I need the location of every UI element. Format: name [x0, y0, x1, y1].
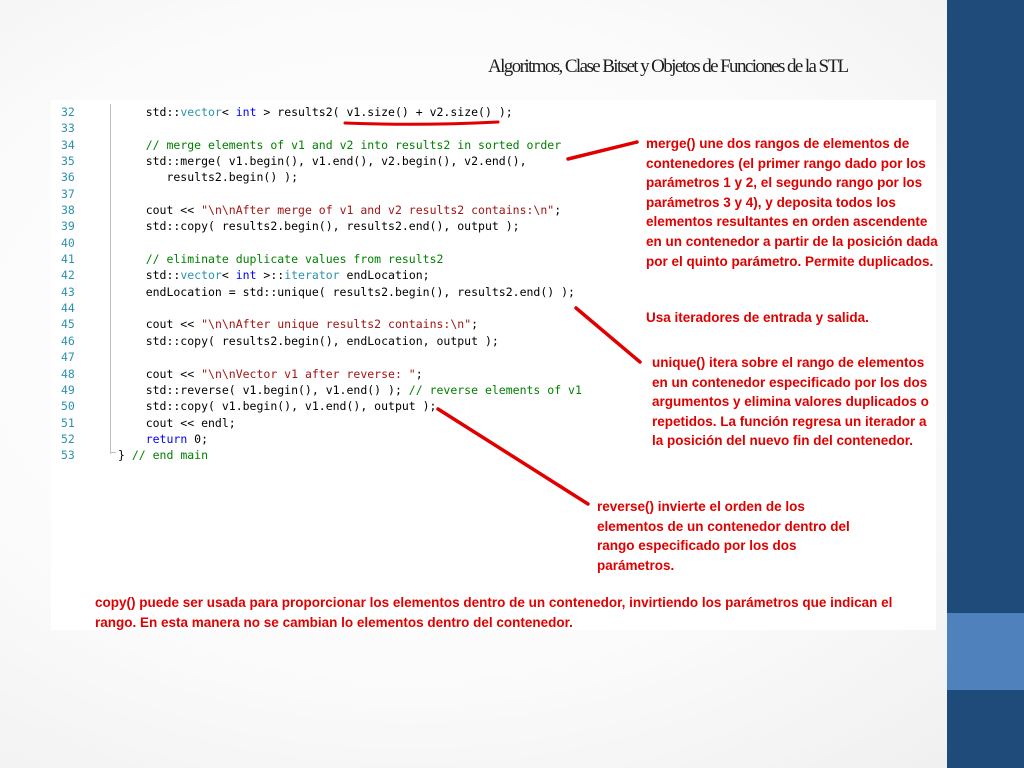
line-number: 37	[61, 186, 75, 201]
merge-pointer-line	[568, 142, 637, 159]
copy-note: copy() puede ser usada para proporcionar los elementos dentro de un contenedor, invirtiendo los parámetros que indican el rango. En esta manera no se cambian lo elementos dentro del contenedor.	[95, 595, 893, 630]
slide-title: Algoritmos, Clase Bitset y Objetos de Funciones de la STL	[488, 56, 848, 77]
unique-note: unique() itera sobre el rango de elementos en un contenedor especificado por los dos argumentos y elimina valores duplicados o repetidos. La función regresa un iterador a la posición del nuevo fin del contenedor.	[652, 355, 929, 449]
code-line: cout << endl;	[118, 415, 236, 430]
line-number: 52	[61, 431, 75, 446]
line-number: 39	[61, 219, 75, 234]
line-number: 45	[61, 317, 75, 332]
merge-note: merge() une dos rangos de elementos de contenedores (el primer rango dado por los parámetros 1 y 2, el segundo rango por los parámetros 3 y 4), y deposita todos los elementos resultantes en orden ascendente en un contenedor a partir de la posición dada por el quinto parámetro. Permite duplicados.	[646, 136, 938, 269]
line-number: 40	[61, 235, 75, 250]
code-line: std::copy( v1.begin(), v1.end(), output );	[118, 399, 437, 414]
line-number: 49	[61, 382, 75, 397]
code-line: // eliminate duplicate values from results2	[145, 252, 444, 267]
line-number: 36	[61, 170, 75, 185]
line-number: 34	[61, 137, 75, 152]
line-number: 48	[61, 366, 75, 381]
code-line: cout << "\n\nVector v1 after reverse: ";	[118, 366, 423, 381]
line-number: 46	[61, 333, 75, 348]
line-number: 53	[61, 448, 75, 463]
iterators-note: Usa iteradores de entrada y salida.	[646, 310, 869, 325]
code-line: cout << "\n\nAfter merge of v1 and v2 results2 contains:\n";	[118, 203, 562, 218]
code-line: // merge elements of v1 and v2 into results2 in sorted order	[145, 137, 562, 152]
code-line: endLocation = std::unique( results2.begin(), results2.end() );	[118, 284, 575, 299]
line-number: 47	[61, 350, 75, 365]
line-number: 42	[61, 268, 75, 283]
code-line: std::copy( results2.begin(), endLocation, output );	[118, 333, 499, 348]
line-number: 35	[61, 154, 75, 169]
reverse-pointer-line	[438, 409, 588, 504]
line-number: 38	[61, 203, 75, 218]
line-number: 33	[61, 121, 75, 136]
size-underline	[345, 122, 498, 124]
code-line: std::merge( v1.begin(), v1.end(), v2.begin(), v2.end(),	[118, 154, 527, 169]
line-number: 44	[61, 301, 75, 316]
code-line: std::copy( results2.begin(), results2.end(), output );	[118, 219, 520, 234]
code-line: cout << "\n\nAfter unique results2 contains:\n";	[118, 317, 479, 332]
line-number: 32	[61, 105, 75, 119]
code-line: std::vector< int > results2( v1.size() + v2.size() );	[118, 105, 513, 119]
reverse-note: reverse() invierte el orden de los elementos de un contenedor dentro del rango especificado por los dos parámetros.	[597, 499, 850, 573]
unique-pointer-line	[576, 308, 640, 362]
line-number: 51	[61, 415, 75, 430]
line-number: 50	[61, 399, 75, 414]
line-number: 41	[61, 252, 75, 267]
line-number: 43	[61, 284, 75, 299]
code-line: std::reverse( v1.begin(), v1.end() ); // reverse elements of v1	[118, 382, 582, 397]
code-line: return 0;	[145, 431, 209, 446]
code-line: std::vector< int >::iterator endLocation;	[118, 268, 430, 283]
code-line: results2.begin() );	[118, 170, 299, 185]
code-line: } // end main	[118, 448, 209, 463]
